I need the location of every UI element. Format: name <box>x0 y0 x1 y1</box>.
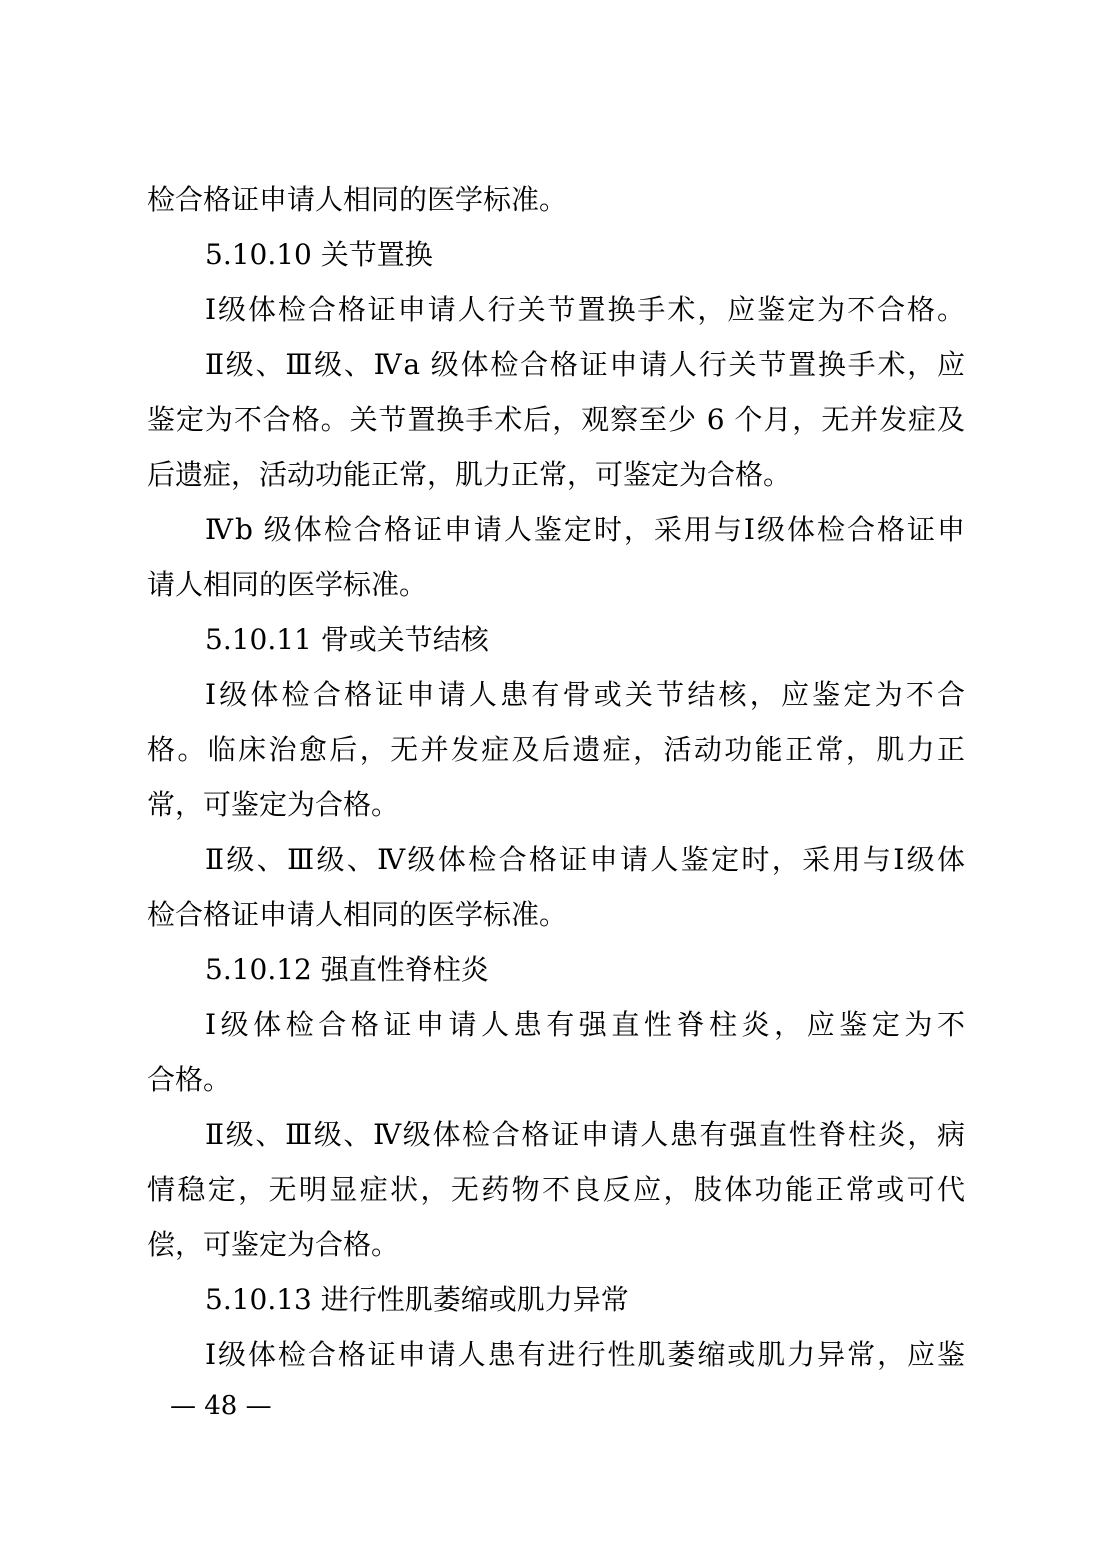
paragraph-line: Ⅳb 级体检合格证申请人鉴定时，采用与Ⅰ级体检合格证申 <box>205 513 965 546</box>
paragraph-line: 请人相同的医学标准。 <box>147 568 428 601</box>
paragraph-line: Ⅱ级、Ⅲ级、Ⅳ级体检合格证申请人鉴定时，采用与Ⅰ级体 <box>205 843 965 876</box>
paragraph-line: 合格。 <box>147 1063 232 1096</box>
paragraph-line: Ⅰ级体检合格证申请人患有进行性肌萎缩或肌力异常，应鉴 <box>205 1338 965 1371</box>
paragraph-line: Ⅱ级、Ⅲ级、Ⅳ级体检合格证申请人患有强直性脊柱炎，病 <box>205 1118 965 1151</box>
paragraph-line: 后遗症，活动功能正常，肌力正常，可鉴定为合格。 <box>147 458 792 491</box>
section-heading: 5.10.10 关节置换 <box>205 238 433 271</box>
section-heading: 5.10.13 进行性肌萎缩或肌力异常 <box>205 1283 629 1316</box>
section-heading: 5.10.12 强直性脊柱炎 <box>205 953 489 986</box>
paragraph-line: 检合格证申请人相同的医学标准。 <box>147 183 568 216</box>
section-heading: 5.10.11 骨或关节结核 <box>205 623 489 656</box>
paragraph-line: 情稳定，无明显症状，无药物不良反应，肢体功能正常或可代 <box>147 1173 965 1206</box>
paragraph-line: 格。临床治愈后，无并发症及后遗症，活动功能正常，肌力正 <box>147 733 965 766</box>
paragraph-line: 鉴定为不合格。关节置换手术后，观察至少 6 个月，无并发症及 <box>147 403 965 436</box>
paragraph-line: 检合格证申请人相同的医学标准。 <box>147 898 568 931</box>
page-number: — 48 — <box>170 1391 272 1421</box>
paragraph-line: 常，可鉴定为合格。 <box>147 788 400 821</box>
paragraph-line: Ⅱ级、Ⅲ级、Ⅳa 级体检合格证申请人行关节置换手术，应 <box>205 348 965 381</box>
paragraph-line: Ⅰ级体检合格证申请人行关节置换手术，应鉴定为不合格。 <box>205 293 965 326</box>
paragraph-line: Ⅰ级体检合格证申请人患有骨或关节结核，应鉴定为不合 <box>205 678 965 711</box>
paragraph-line: 偿，可鉴定为合格。 <box>147 1228 400 1261</box>
paragraph-line: Ⅰ级体检合格证申请人患有强直性脊柱炎，应鉴定为不 <box>205 1008 965 1041</box>
